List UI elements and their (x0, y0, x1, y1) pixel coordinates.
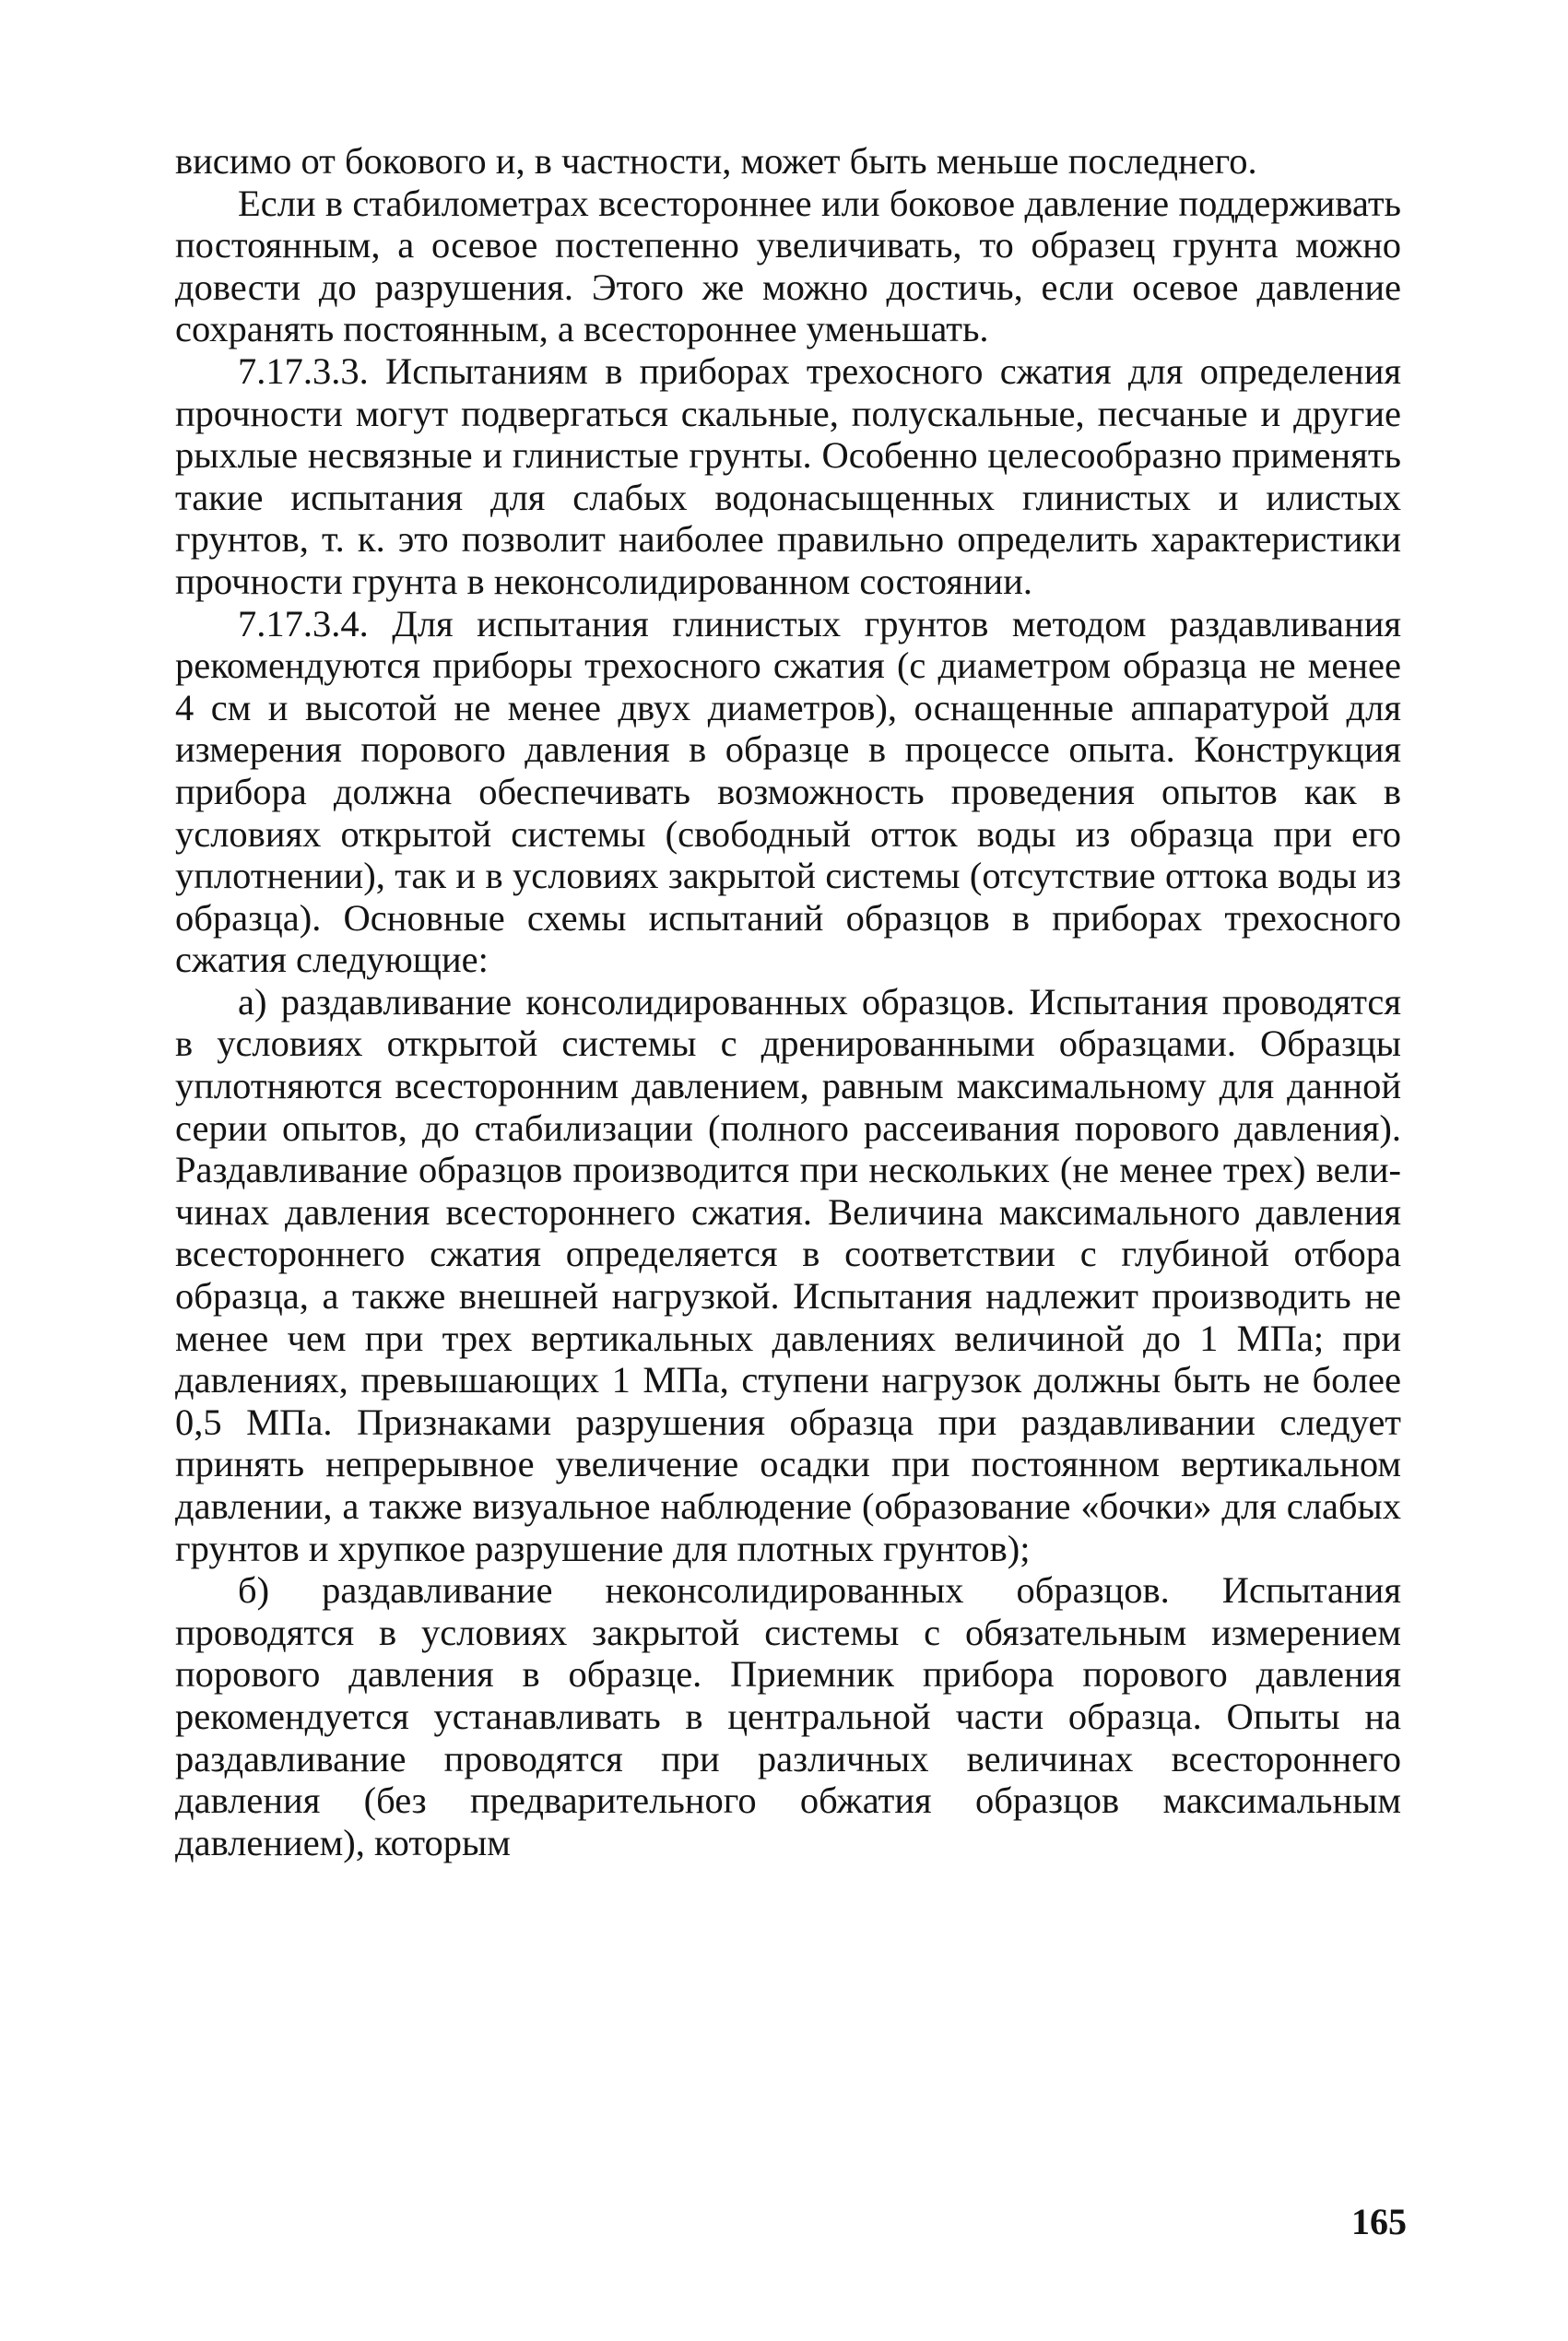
paragraph-continuation: висимо от бокового и, в частности, может быть меньше последнего. (175, 140, 1257, 182)
page-number: 165 (1351, 2201, 1407, 2242)
paragraph-7-17-3-3: 7.17.3.3. Испытаниям в приборах трехосного сжатия для определения прочности могут подвергаться скальные, полускальные, песчаные и другие рыхлые несвязные и глинистые грунты. Особенно целесообразно применять такие испытания для слабых водонасыщенных глинистых и илистых грунтов, т. к. это позволит наиболее правильно определить характеристики прочности грунта в неконсолидированном состоянии. (175, 349, 1401, 602)
paragraph-stabilometer: Если в стабилометрах всестороннее или боковое давление поддерживать постоянным, а осевое постепенно увеличивать, то образец грунта можно довести до разрушения. Этого же можно достичь, если осевое давление сохранять постоянным, а всестороннее уменьшать. (175, 182, 1401, 350)
paragraph-item-b: б) раздавливание неконсолидированных образцов. Испытания проводятся в условиях закрытой системы с обязательным измерением порового давления в образце. Приемник прибора порового давления рекомендуется устанавливать в центральной части образца. Опыты на раздавливание проводятся при различных величинах всестороннего давления (без предварительного обжатия образцов максимальным давлением), которым (175, 1569, 1401, 1863)
page-text (175, 140, 1401, 1863)
paragraph-7-17-3-4: 7.17.3.4. Для испытания глинистых грунтов методом раздавливания рекомендуются приборы трехосного сжатия (с диаметром образца не менее 4 см и высотой не менее двух диаметров), оснащенные аппаратурой для измерения порового давления в образце в процессе опыта. Конструкция прибора должна обеспечивать возможность проведения опытов как в условиях открытой системы (свободный отток воды из образца при его уплотнении), так и в условиях закрытой системы (отсутствие оттока воды из образца). Основные схемы испытаний образцов в приборах трехосного сжатия следующие: (175, 602, 1401, 981)
paragraph-item-a: а) раздавливание консолидированных образцов. Испытания проводятся в условиях открытой системы с дренированными образцами. Образцы уплотняются всесторонним давлением, равным максимальному для данной серии опытов, до стабилизации (полного рассеивания порового давления). Раздавливание образцов производится при нескольких (не менее трех) величинах давления всестороннего сжатия. Величина максимального давления всестороннего сжатия определяется в соответствии с глубиной отбора образца, а также внешней нагрузкой. Испытания надлежит производить не менее чем при трех вертикальных давлениях величиной до 1 МПа; при давлениях, превышающих 1 МПа, ступени нагрузок должны быть не более 0,5 МПа. Признаками разрушения образца при раздавливании следует принять непрерывное увеличение осадки при постоянном вертикальном давлении, а также визуальное наблюдение (образование «бочки» для слабых грунтов и хрупкое разрушение для плотных грунтов); (175, 980, 1401, 1569)
